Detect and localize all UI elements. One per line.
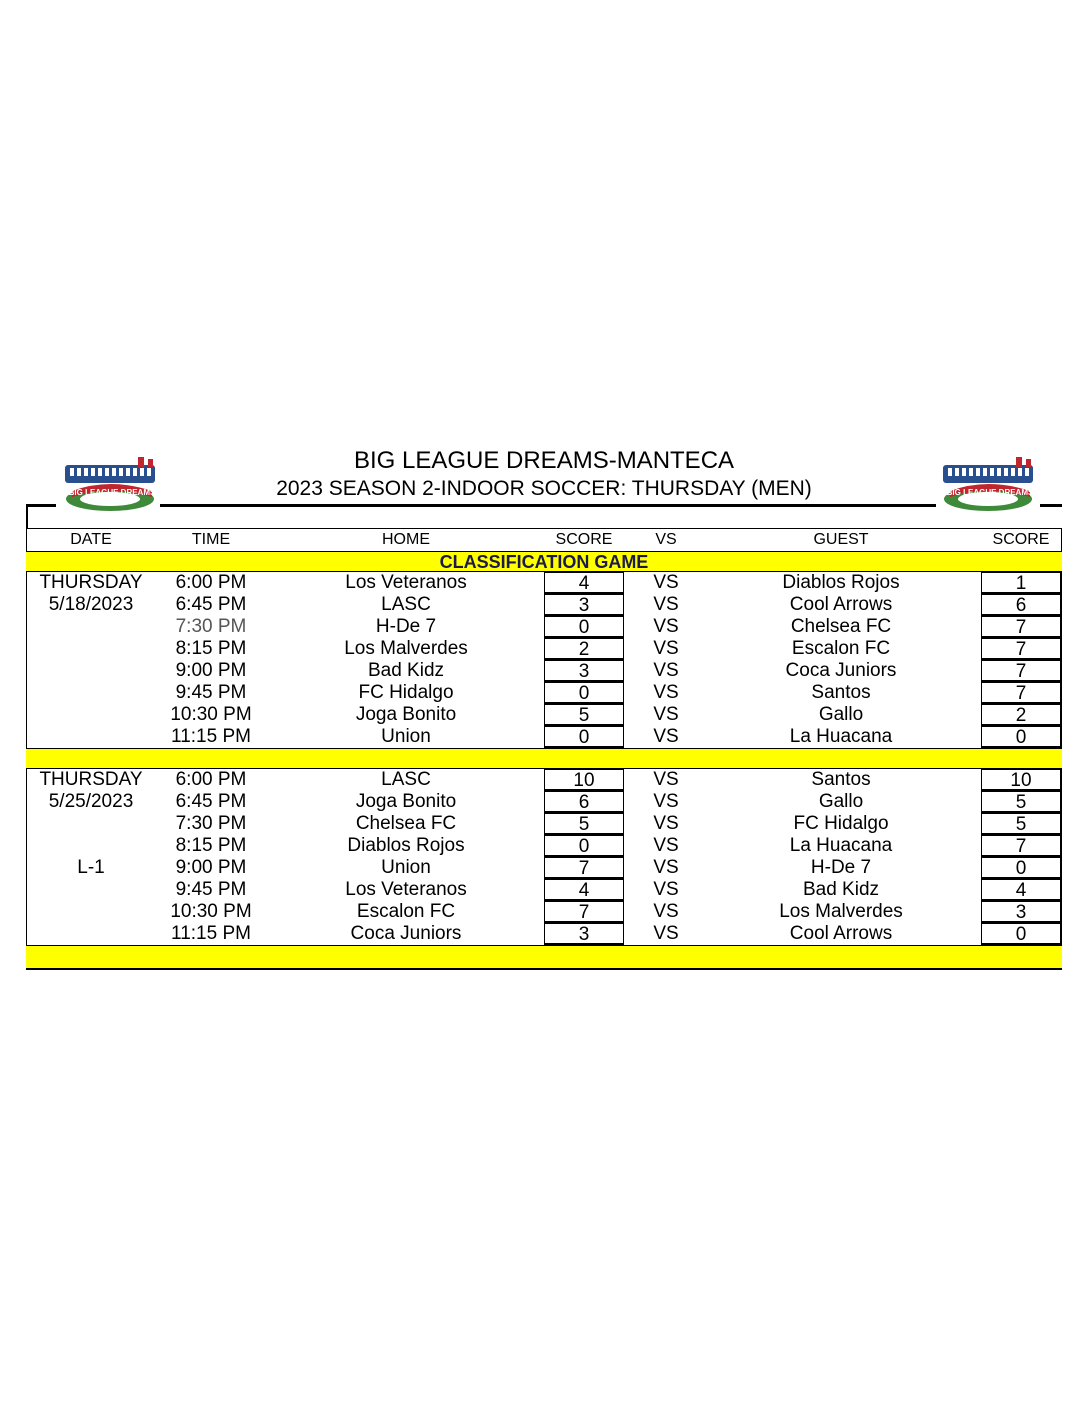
home-score: 2: [544, 638, 624, 660]
guest-score: 7: [981, 835, 1061, 857]
home-team: H-De 7: [375, 616, 437, 637]
home-team: Escalon FC: [356, 901, 456, 922]
home-score: 7: [544, 901, 624, 923]
guest-score: 5: [981, 791, 1061, 813]
home-team: Coca Juniors: [350, 923, 462, 944]
home-team: Bad Kidz: [367, 660, 445, 681]
home-team: LASC: [381, 769, 431, 790]
home-team: Los Malverdes: [344, 638, 468, 659]
guest-score: 0: [981, 923, 1061, 945]
home-score: 5: [544, 704, 624, 726]
week1-day: THURSDAY: [39, 572, 143, 593]
column-header-guest: GUEST: [813, 531, 869, 548]
week1-date: 5/18/2023: [48, 594, 134, 615]
vs-label: VS: [653, 857, 679, 878]
home-score: 4: [544, 572, 624, 594]
home-team: Los Veteranos: [345, 572, 467, 593]
table-row: [26, 813, 1062, 835]
table-row: [26, 704, 1062, 726]
guest-score: 6: [981, 594, 1061, 616]
guest-score: 0: [981, 726, 1061, 748]
svg-text:BIG LEAGUE DREAMS: BIG LEAGUE DREAMS: [68, 488, 156, 497]
table-row: [26, 616, 1062, 638]
home-score: 3: [544, 594, 624, 616]
guest-score: 0: [981, 857, 1061, 879]
home-team: Union: [381, 857, 431, 878]
header-rule-right: [1040, 504, 1062, 507]
game-time: 7:30 PM: [175, 616, 247, 637]
table-row: [26, 682, 1062, 704]
game-time: 11:15 PM: [171, 726, 251, 747]
svg-text:BIG LEAGUE DREAMS: BIG LEAGUE DREAMS: [946, 488, 1034, 497]
game-time: 6:45 PM: [175, 594, 247, 615]
home-team: Chelsea FC: [355, 813, 457, 834]
game-time: 10:30 PM: [170, 704, 252, 725]
table-row: [26, 923, 1062, 945]
home-team: Diablos Rojos: [347, 835, 465, 856]
table-row: [26, 791, 1062, 813]
table-row: [26, 835, 1062, 857]
guest-team: FC Hidalgo: [793, 813, 889, 834]
guest-team: Cool Arrows: [789, 594, 893, 615]
vs-label: VS: [653, 726, 679, 747]
home-score: 0: [544, 726, 624, 748]
section-label: CLASSIFICATION GAME: [439, 552, 649, 572]
game-time: 6:00 PM: [175, 572, 247, 593]
guest-score: 5: [981, 813, 1061, 835]
guest-score: 3: [981, 901, 1061, 923]
game-time: 9:00 PM: [175, 660, 247, 681]
game-time: 6:00 PM: [175, 769, 247, 790]
vs-label: VS: [653, 660, 679, 681]
column-header-guest-score: SCORE: [992, 531, 1050, 548]
guest-team: H-De 7: [810, 857, 872, 878]
game-time: 8:15 PM: [175, 835, 247, 856]
table-row: [26, 901, 1062, 923]
home-team: Joga Bonito: [355, 791, 457, 812]
table-row: [26, 726, 1062, 748]
game-time: 9:45 PM: [175, 682, 247, 703]
home-score: 3: [544, 923, 624, 945]
page-subtitle: 2023 SEASON 2-INDOOR SOCCER: THURSDAY (MEN): [276, 477, 812, 500]
home-score: 5: [544, 813, 624, 835]
guest-score: 7: [981, 682, 1061, 704]
guest-team: Bad Kidz: [802, 879, 880, 900]
guest-team: Escalon FC: [791, 638, 891, 659]
guest-team: La Huacana: [789, 726, 893, 747]
column-header-home: HOME: [382, 531, 430, 548]
guest-score: 7: [981, 616, 1061, 638]
column-header-date: DATE: [70, 531, 112, 548]
vs-label: VS: [653, 835, 679, 856]
week2-day: THURSDAY: [39, 769, 143, 790]
home-score: 10: [544, 769, 624, 791]
game-time: 11:15 PM: [171, 923, 251, 944]
table-row: [26, 638, 1062, 660]
table-row: [26, 572, 1062, 594]
guest-team: Gallo: [818, 791, 864, 812]
vs-label: VS: [653, 769, 679, 790]
guest-team: Gallo: [818, 704, 864, 725]
home-team: Union: [381, 726, 431, 747]
guest-score: 7: [981, 638, 1061, 660]
column-header-vs: VS: [655, 531, 677, 548]
guest-score: 4: [981, 879, 1061, 901]
vs-label: VS: [653, 879, 679, 900]
vs-label: VS: [653, 791, 679, 812]
guest-score: 7: [981, 660, 1061, 682]
table-row: [26, 660, 1062, 682]
home-score: 3: [544, 660, 624, 682]
vs-label: VS: [653, 616, 679, 637]
vs-label: VS: [653, 638, 679, 659]
guest-team: La Huacana: [789, 835, 893, 856]
column-header-time: TIME: [191, 531, 231, 548]
vs-label: VS: [653, 594, 679, 615]
home-score: 6: [544, 791, 624, 813]
header-rule-left: [26, 504, 56, 507]
game-time: 7:30 PM: [175, 813, 247, 834]
table-header-row: [26, 529, 1062, 551]
vs-label: VS: [653, 682, 679, 703]
guest-score: 2: [981, 704, 1061, 726]
guest-score: 1: [981, 572, 1061, 594]
home-score: 0: [544, 616, 624, 638]
table-row: [26, 857, 1062, 879]
vs-label: VS: [653, 813, 679, 834]
column-header-score: SCORE: [555, 531, 613, 548]
guest-team: Santos: [811, 769, 871, 790]
week2-note: L-1: [77, 857, 105, 878]
table-row: [26, 594, 1062, 616]
vs-label: VS: [653, 704, 679, 725]
guest-team: Cool Arrows: [789, 923, 893, 944]
home-score: 4: [544, 879, 624, 901]
vs-label: VS: [653, 923, 679, 944]
table-row: [26, 879, 1062, 901]
classification-band: [26, 551, 1062, 572]
separator-band: [26, 748, 1062, 769]
guest-team: Santos: [811, 682, 871, 703]
page-title: BIG LEAGUE DREAMS-MANTECA: [353, 447, 735, 474]
home-score: 7: [544, 857, 624, 879]
game-time: 10:30 PM: [170, 901, 252, 922]
vs-label: VS: [653, 901, 679, 922]
home-score: 0: [544, 682, 624, 704]
vs-label: VS: [653, 572, 679, 593]
header-rule-middle: [160, 504, 936, 507]
game-time: 9:00 PM: [175, 857, 247, 878]
footer-band: [26, 945, 1062, 969]
home-team: LASC: [381, 594, 431, 615]
guest-team: Diablos Rojos: [782, 572, 900, 593]
guest-team: Los Malverdes: [779, 901, 903, 922]
game-time: 8:15 PM: [175, 638, 247, 659]
home-team: FC Hidalgo: [358, 682, 454, 703]
guest-team: Coca Juniors: [785, 660, 897, 681]
game-time: 6:45 PM: [175, 791, 247, 812]
home-score: 0: [544, 835, 624, 857]
week2-date: 5/25/2023: [48, 791, 134, 812]
game-time: 9:45 PM: [175, 879, 247, 900]
header-rule-left-edge: [26, 504, 28, 528]
table-row: [26, 769, 1062, 791]
guest-score: 10: [981, 769, 1061, 791]
home-team: Los Veteranos: [345, 879, 467, 900]
home-team: Joga Bonito: [355, 704, 457, 725]
guest-team: Chelsea FC: [790, 616, 892, 637]
